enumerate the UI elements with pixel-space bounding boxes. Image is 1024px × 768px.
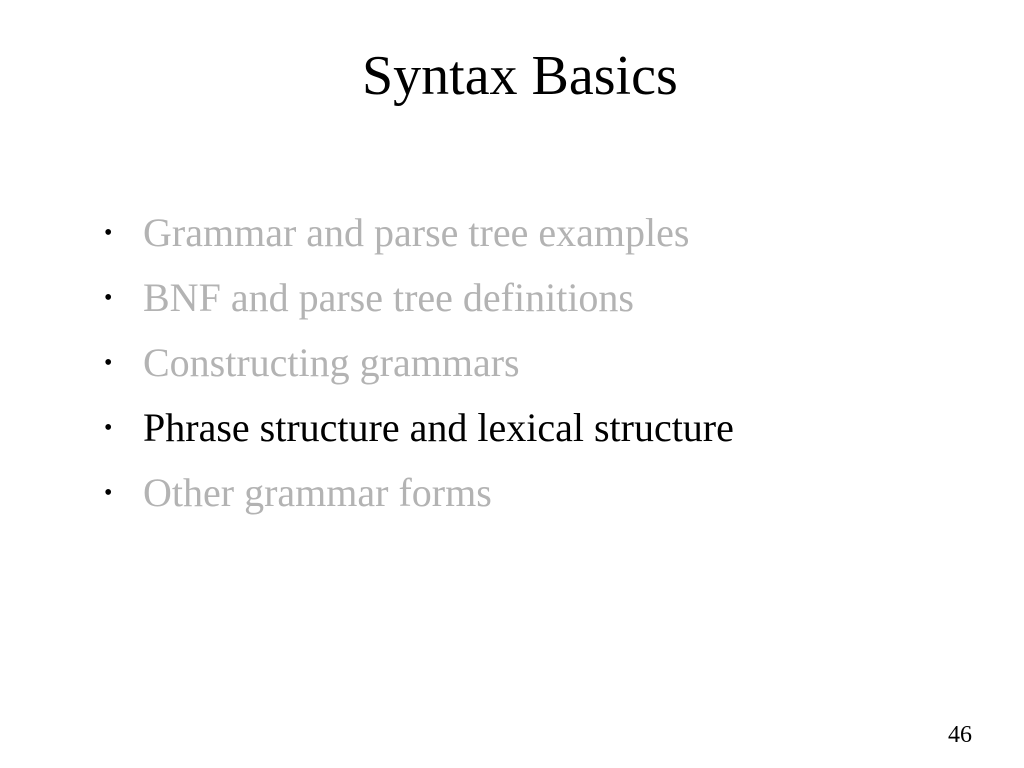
bullet-icon: • (104, 349, 113, 376)
list-item (100, 265, 980, 330)
bullet-list (100, 200, 980, 525)
bullet-icon: • (104, 284, 113, 311)
title-area (0, 40, 1024, 112)
list-item (100, 395, 980, 460)
bullet-text: Phrase structure and lexical structure (143, 404, 734, 450)
bullet-text: BNF and parse tree definitions (143, 274, 634, 320)
bullet-text: Other grammar forms (143, 469, 492, 515)
bullet-text: Constructing grammars (143, 339, 520, 385)
bullet-text: Grammar and parse tree examples (143, 209, 690, 255)
bullet-icon: • (104, 219, 113, 246)
page-number: 46 (948, 722, 972, 748)
list-item (100, 200, 980, 265)
slide-title: Syntax Basics (362, 45, 678, 107)
list-item (100, 330, 980, 395)
bullet-icon: • (104, 414, 113, 441)
bullet-icon: • (104, 479, 113, 506)
list-item (100, 460, 980, 525)
